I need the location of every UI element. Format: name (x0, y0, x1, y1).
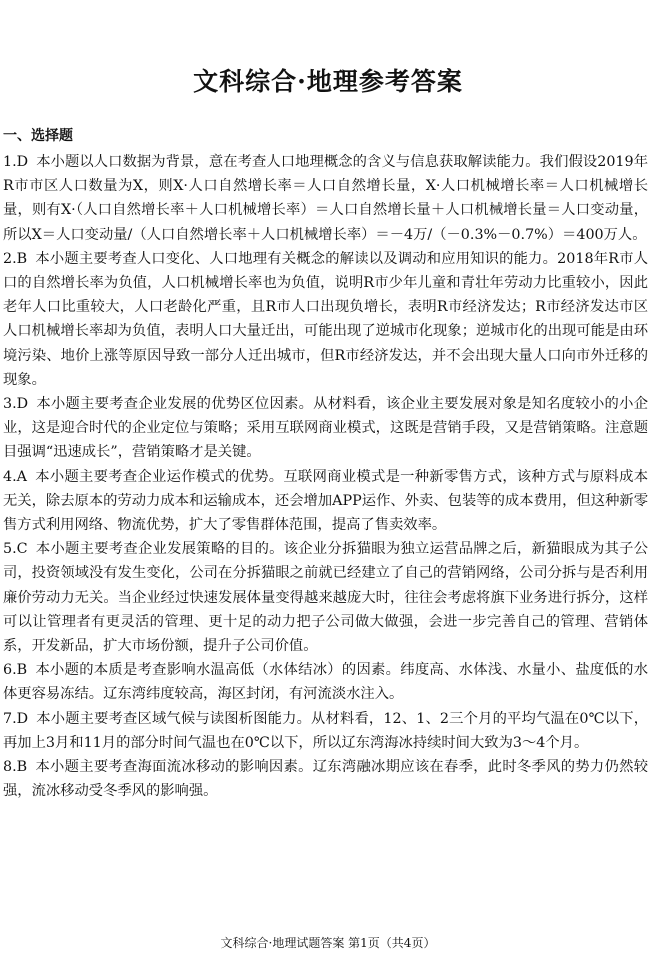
answer-key: 7.D (3, 710, 29, 727)
answer-item-6 (3, 658, 648, 706)
answer-explanation: 本小题主要考查人口变化、人口地理有关概念的解读以及调动和应用知识的能力。2018年R市人口的自然增长率为负值，人口机械增长率也为负值，说明R市少年儿童和青壮年劳动力比重较小，因此老年人口比重较大，人口老龄化严重，且R市人口出现负增长，表明R市经济发达；R市经济发达市区人口机械增长率却为负值，表明人口大量迁出，可能出现了逆城市化现象；逆城市化的出现可能是由环境污染、地价上涨等原因导致一部分人迁出城市，但R市经济发达，并不会出现大量人口向市外迁移的现象。 (3, 250, 648, 388)
answer-item-8 (3, 755, 648, 803)
answer-explanation: 本小题以人口数据为背景，意在考查人口地理概念的含义与信息获取解读能力。我们假设2019年R市市区人口数量为X，则X·人口自然增长率＝人口自然增长量，X·人口机械增长率＝人口机械增长量，则有X·（人口自然增长率＋人口机械增长率）＝人口自然增长量＋人口机械增长量＝人口变动量，所以X＝人口变动量/（人口自然增长率＋人口机械增长率）＝－4万/（－0.3%－0.7%）＝400万人。 (3, 154, 648, 243)
answer-explanation: 本小题的本质是考查影响水温高低（水体结冰）的因素。纬度高、水体浅、水量小、盐度低的水体更容易冻结。辽东湾纬度较高，海区封闭，有河流淡水注入。 (3, 662, 648, 703)
answer-list (3, 150, 648, 803)
answer-explanation: 本小题主要考查企业运作模式的优势。互联网商业模式是一种新零售方式，该种方式与原料成本无关，除去原本的劳动力成本和运输成本，还会增加APP运作、外卖、包装等的成本费用，但这种新零售方式利用网络、物流优势，扩大了零售群体范围，提高了售卖效率。 (3, 468, 648, 534)
answer-key: 6.B (3, 662, 28, 679)
page-footer: 文科综合·地理试题答案 第1页（共4页） (220, 936, 436, 950)
answer-item-1 (3, 150, 648, 247)
answer-key: 8.B (3, 759, 28, 776)
answer-item-5 (3, 537, 648, 658)
answer-explanation: 本小题主要考查区域气候与读图析图能力。从材料看，12、1、2三个月的平均气温在0℃以下，再加上3月和11月的部分时间气温也在0℃以下，所以辽东湾海冰持续时间大致为3～4个月。 (3, 710, 648, 751)
answer-key: 1.D (3, 154, 29, 170)
answer-explanation: 本小题主要考查海面流冰移动的影响因素。辽东湾融冰期应该在春季，此时冬季风的势力仍然较强，流冰移动受冬季风的影响强。 (3, 759, 648, 800)
answer-key: 5.C (3, 541, 28, 558)
answer-item-4 (3, 465, 648, 538)
answer-item-7 (3, 707, 648, 755)
answer-item-2 (3, 247, 648, 392)
answer-key: 3.D (3, 396, 29, 413)
answer-key: 2.B (3, 250, 28, 267)
section-heading: 一、选择题 (3, 128, 73, 144)
answer-explanation: 本小题主要考查企业发展的优势区位因素。从材料看，该企业主要发展对象是知名度较小的小企业，这是迎合时代的企业定位与策略；采用互联网商业模式，这既是营销手段，又是营销策略。注意题目强调“迅速成长”，营销策略才是关键。 (3, 396, 648, 461)
page-title: 文科综合·地理参考答案 (193, 67, 463, 96)
answer-item-3 (3, 392, 648, 465)
answer-explanation: 本小题主要考查企业发展策略的目的。该企业分拆猫眼为独立运营品牌之后，新猫眼成为其子公司，投资领域没有发生变化，公司在分拆猫眼之前就已经建立了自己的营销网络，公司分拆与是否利用廉价劳动力无关。当企业经过快速发展体量变得越来越庞大时，往往会考虑将旗下业务进行拆分，这样可以让管理者有更灵活的管理、更十足的动力把子公司做大做强，会进一步完善自己的管理、营销体系，开发新品，扩大市场份额，提升子公司价值。 (3, 541, 648, 655)
answer-key: 4.A (3, 468, 27, 485)
